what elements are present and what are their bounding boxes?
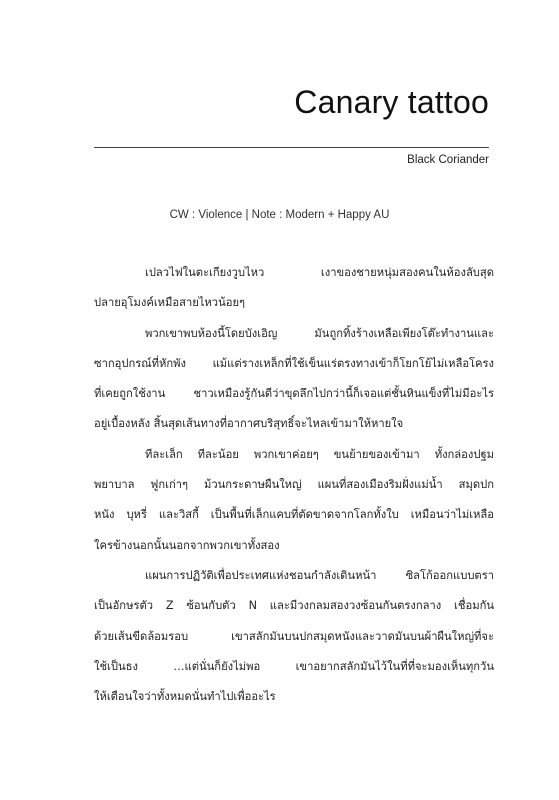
- author-name: Black Coriander: [407, 154, 489, 166]
- story-line: ใครข้างนอกนั้นนอกจากพวกเขาทั้งสอง: [94, 538, 280, 552]
- title-divider: [94, 147, 489, 148]
- content-warning-note: CW : Violence | Note : Modern + Happy AU: [169, 209, 390, 221]
- story-line: ให้เตือนใจว่าทั้งหมดนั่นทำไปเพื่ออะไร: [94, 690, 276, 704]
- story-line: แผนการปฏิวัติเพื่อประเทศแห่งชอนกำลังเดินหน้า ซิลโก้ออกแบบตรา: [145, 568, 494, 582]
- story-line: ด้วยเส้นขีดล้อมรอบ เขาสลักมันบนปกสมุดหนังและวาดมันบนผ้าผืนใหญ่ที่จะ: [94, 629, 494, 643]
- story-line: ที่เคยถูกใช้งาน ชาวเหมืองรู้กันดีว่าขุดลึกไปกว่านี้ก็เจอแต่ชั้นหินแข็งที่ไม่มีอะไร: [94, 387, 494, 401]
- story-line: หนัง บุหรี่ และวิสกี้ เป็นพื้นที่เล็กแคบที่ตัดขาดจากโลกทั้งใบ เหมือนว่าไม่เหลือ: [94, 508, 494, 522]
- story-line: ใช้เป็นธง …แต่นั่นก็ยังไม่พอ เขาอยากสลักมันไว้ในที่ที่จะมองเห็นทุกวัน: [94, 659, 494, 673]
- story-line: ซากอุปกรณ์ที่หักพัง แม้แต่รางเหล็กที่ใช้เข็นแร่ตรงทางเข้าก็โยกโย้ไม่เหลือโครง: [94, 356, 494, 370]
- story-line: เป็นอักษรตัว Z ซ้อนกับตัว N และมีวงกลมสองวงซ้อนกันตรงกลาง เชื่อมกัน: [94, 599, 494, 613]
- story-title: Canary tattoo: [294, 84, 489, 120]
- story-line: พวกเขาพบห้องนี้โดยบังเอิญ มันถูกทิ้งร้างเหลือเพียงโต๊ะทำงานและ: [145, 326, 494, 340]
- story-line: ทีละเล็ก ทีละน้อย พวกเขาค่อยๆ ขนย้ายของเข้ามา ทั้งกล่องปฐม: [145, 447, 494, 461]
- story-line: ปลายอุโมงค์เหมือสายไหวน้อยๆ: [94, 296, 246, 310]
- story-line: พยาบาล ฟูกเก่าๆ ม้วนกระดาษผืนใหญ่ แผนที่สองเมืองริมฝั่งแม่น้ำ สมุดปก: [94, 478, 494, 492]
- story-line: เปลวไฟในตะเกียงวูบไหว เงาของชายหนุ่มสองคนในห้องลับสุด: [145, 266, 494, 279]
- story-body: [94, 262, 494, 716]
- story-line: อยู่เบื้องหลัง สิ้นสุดเส้นทางที่อากาศบริสุทธิ์จะไหลเข้ามาให้หายใจ: [94, 417, 404, 431]
